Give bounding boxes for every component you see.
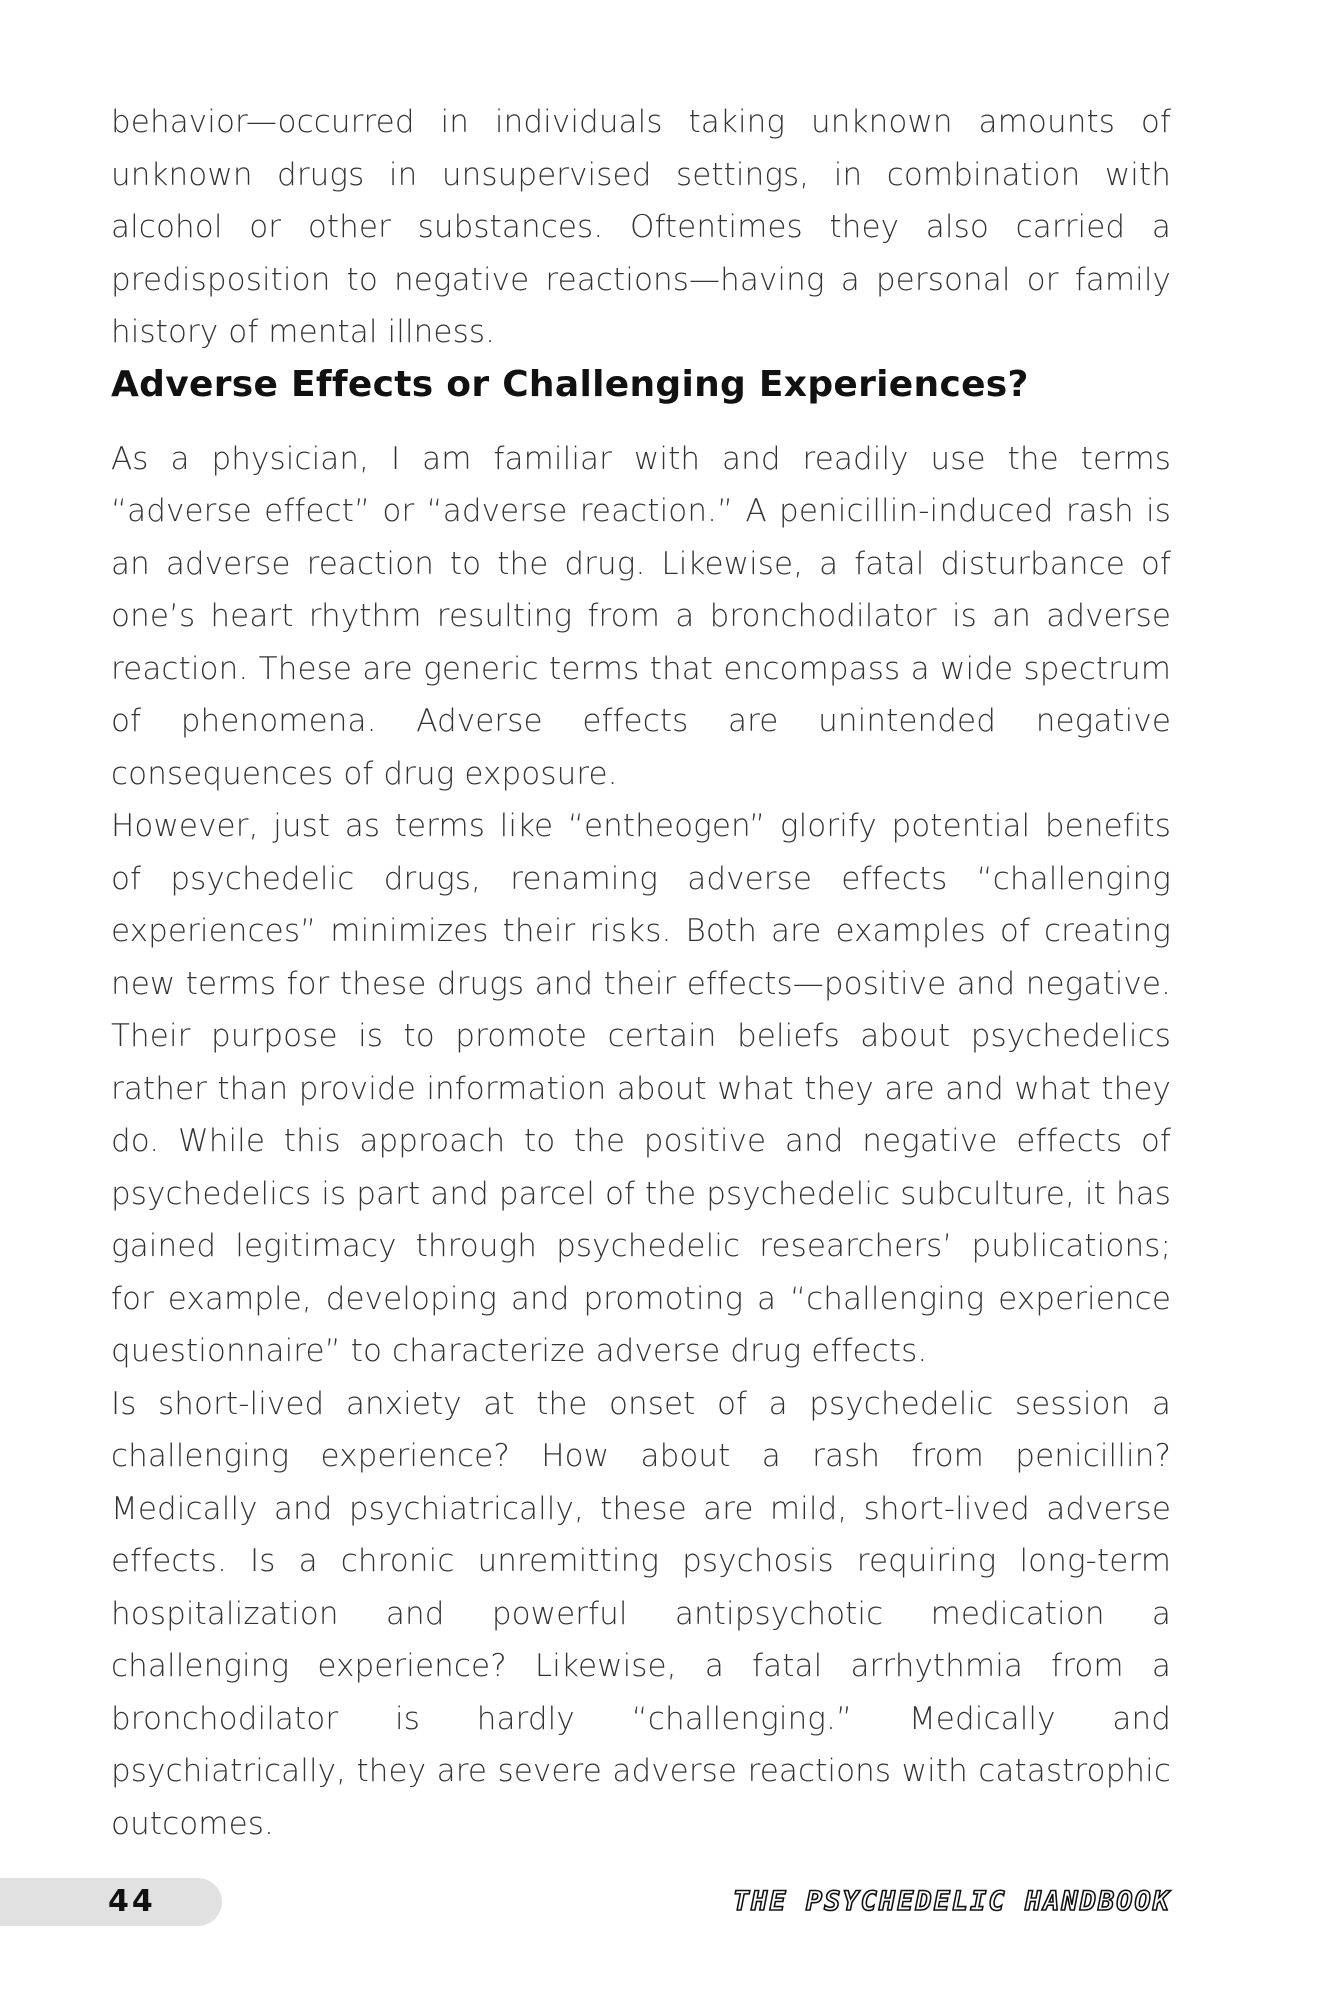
page-number: 44 xyxy=(108,1884,156,1919)
section-heading: Adverse Effects or Challenging Experiences? xyxy=(111,363,1029,405)
paragraph-adverse-effects: As a physician, I am familiar with and readily use the terms “adverse effect” or “adverse reaction.” A penicillin-induced rash is an adverse reaction to the drug. Likewise, a fatal disturbance of one’s heart rhythm resulting from a bronchodilator is an adverse reaction. These are generic terms that encompass a wide spectrum of phenomena. Adverse effects are unintended negative consequences of drug exposure. xyxy=(111,440,1171,792)
paragraph-continued: behavior—occurred in individuals taking unknown amounts of unknown drugs in unsupervised settings, in combination with alcohol or other substances. Oftentimes they also carried a predisposition to negative reactions—having a personal or family history of mental illness. xyxy=(111,104,1171,350)
paragraph-severity: Is short-lived anxiety at the onset of a psychedelic session a challenging experience? How about a rash from penicillin? Medically and psychiatrically, these are mild, short-lived adverse effects. Is a chronic unremitting psychosis requiring long-term hospitalization and powerful antipsychotic medication a challenging experience? Likewise, a fatal arrhythmia from a bronchodilator is hardly “challenging.” Medically and psychiatrically, they are severe adverse reactions with catastrophic outcomes. xyxy=(111,1385,1171,1842)
page-body xyxy=(111,96,1171,1850)
running-book-title: THE PSYCHEDELIC HANDBOOK xyxy=(732,1886,1171,1917)
paragraph-challenging-experiences: However, just as terms like “entheogen” glorify potential benefits of psychedelic drugs, renaming adverse effects “challenging experiences” minimizes their risks. Both are examples of creating new terms for these drugs and their effects—positive and negative. Their purpose is to promote certain beliefs about psychedelics rather than provide information about what they are and what they do. While this approach to the positive and negative effects of psychedelics is part and parcel of the psychedelic subculture, it has gained legitimacy through psychedelic researchers’ publications; for example, developing and promoting a “challenging experience questionnaire” to characterize adverse drug effects. xyxy=(111,808,1171,1369)
